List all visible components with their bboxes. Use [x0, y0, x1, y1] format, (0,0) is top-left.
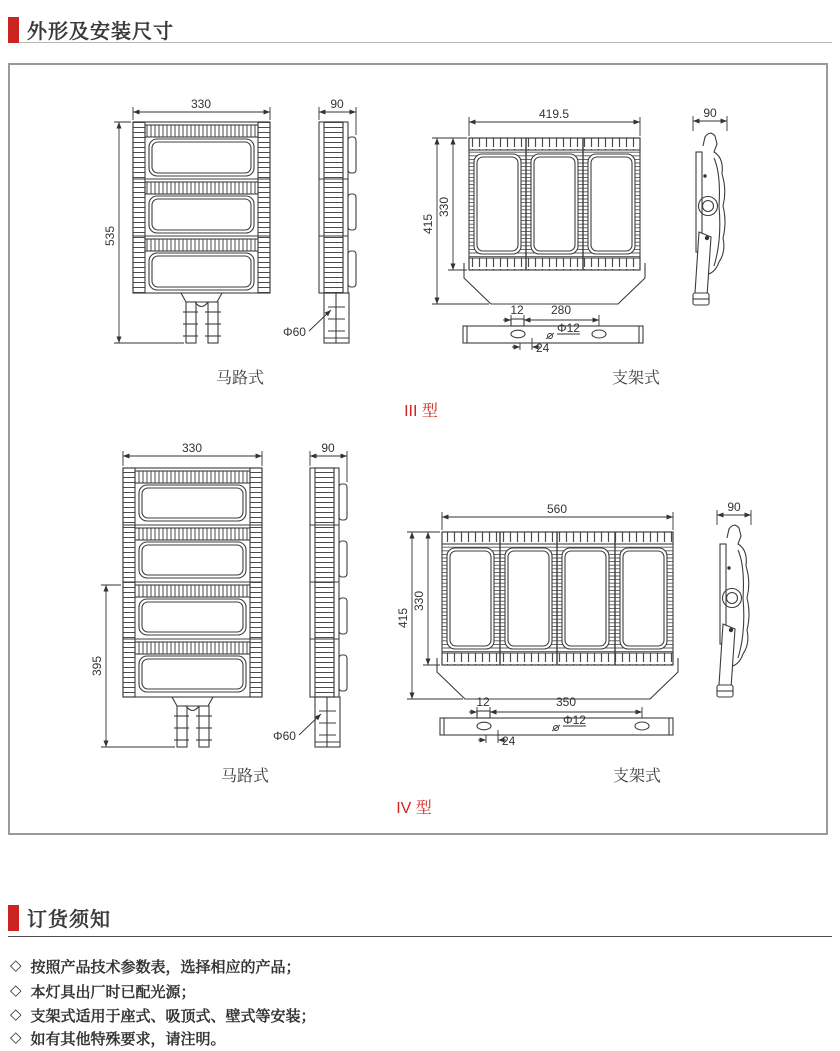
dim-hole-spacing-label: 280 — [550, 303, 572, 317]
side-view — [310, 468, 347, 747]
red-accent-bar — [8, 17, 19, 43]
dim-slot-width-label: 24 — [502, 734, 516, 748]
dim-pole-diameter-label: Φ60 — [283, 325, 306, 339]
note-item — [10, 1028, 226, 1049]
dim-height-inner-label: 330 — [412, 590, 426, 612]
dim-hole-diameter-label: Φ12 — [563, 713, 586, 727]
dim-width-label: 330 — [181, 441, 203, 455]
section-divider — [8, 936, 832, 937]
red-accent-bar — [8, 905, 19, 931]
note-text: 按照产品技术参数表，选择相应的产品； — [30, 959, 301, 976]
type4-label: IV 型 — [396, 800, 432, 817]
dim-hole-diameter-label: Φ12 — [557, 321, 580, 335]
dim-height-label: 535 — [103, 225, 117, 247]
note-item — [10, 981, 196, 1002]
dim-height-label: 395 — [90, 655, 104, 677]
side-view — [717, 525, 749, 697]
dim-hole-offset-label: 12 — [476, 695, 490, 709]
type3-road-caption: 马路式 — [215, 370, 264, 387]
type4-bracket-caption: 支架式 — [612, 768, 661, 785]
dim-width-label: 419.5 — [538, 107, 570, 121]
type4-bracket-drawing — [395, 495, 790, 795]
dim-side-width-label: 90 — [321, 441, 335, 455]
page-title: 外形及安装尺寸 — [27, 21, 174, 43]
front-view — [123, 468, 262, 747]
order-notes-title: 订货须知 — [27, 909, 111, 931]
dim-height-outer-label: 415 — [421, 213, 435, 235]
note-text: 支架式适用于座式、吸顶式、壁式等安装； — [30, 1008, 316, 1025]
dim-side-width-label: 90 — [330, 97, 344, 111]
dim-slot-width-label: 24 — [536, 341, 550, 355]
dim-side-width-label: 90 — [727, 500, 741, 514]
type3-bracket-caption: 支架式 — [611, 370, 660, 387]
type4-road-drawing — [85, 440, 385, 765]
dim-height-inner-label: 330 — [437, 196, 451, 218]
note-text: 如有其他特殊要求，请注明。 — [30, 1031, 226, 1048]
type3-bracket-drawing — [420, 100, 780, 365]
front-view — [437, 532, 678, 699]
diamond-bullet: ◇ — [10, 982, 22, 999]
dim-side-width-label: 90 — [703, 106, 717, 120]
mounting-rail-view — [440, 711, 673, 735]
note-text: 本灯具出厂时已配光源； — [30, 984, 196, 1001]
note-item — [10, 1005, 316, 1026]
note-item — [10, 956, 301, 977]
dim-hole-spacing-label: 350 — [555, 695, 577, 709]
diamond-bullet: ◇ — [10, 1006, 22, 1023]
dim-hole-offset-label: 12 — [510, 303, 524, 317]
dim-width-label: 560 — [546, 502, 568, 516]
side-view — [319, 122, 356, 343]
type3-road-drawing — [85, 95, 385, 365]
dim-pole-diameter-label: Φ60 — [273, 729, 296, 743]
dim-height-outer-label: 415 — [396, 607, 410, 629]
diamond-bullet: ◇ — [10, 957, 22, 974]
type3-label: III 型 — [404, 403, 438, 420]
type4-road-caption: 马路式 — [220, 768, 269, 785]
dim-width-label: 330 — [190, 97, 212, 111]
mounting-rail-view — [463, 319, 643, 343]
front-view — [464, 138, 645, 304]
diamond-bullet: ◇ — [10, 1029, 22, 1046]
front-view — [133, 122, 270, 343]
side-view — [693, 133, 725, 305]
